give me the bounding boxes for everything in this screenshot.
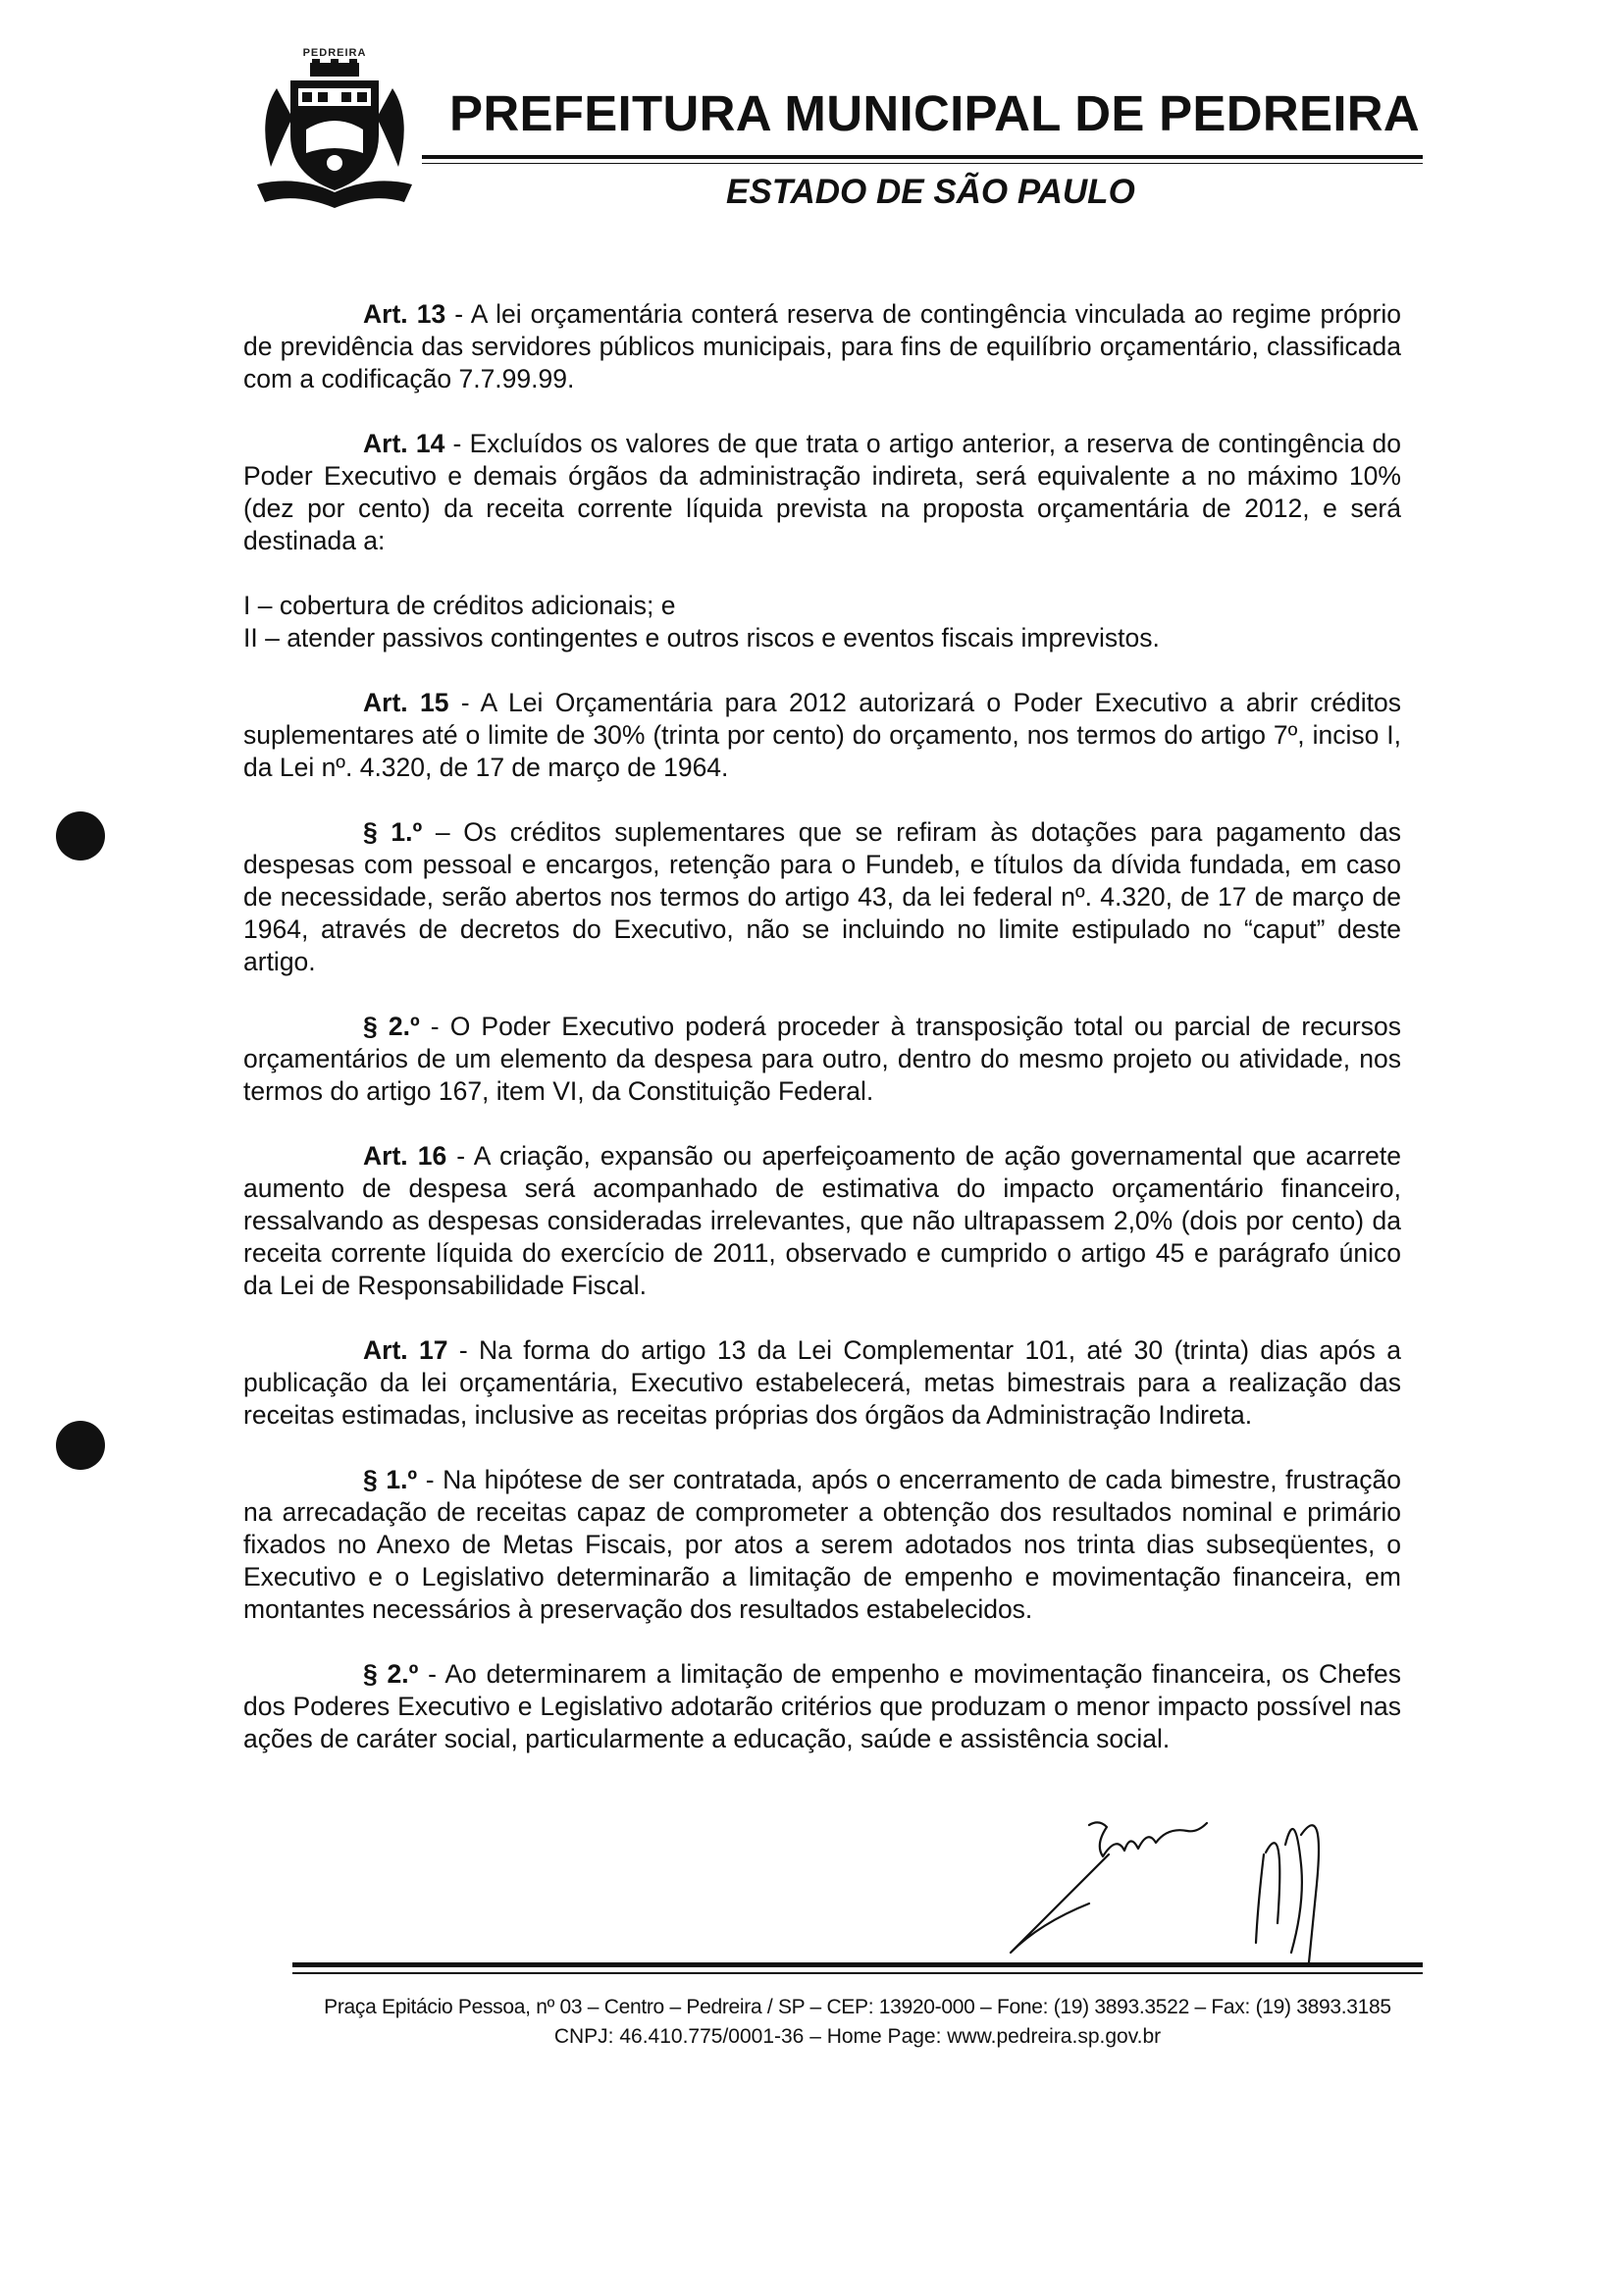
article-14 <box>243 428 1401 557</box>
article-text: - A lei orçamentária conterá reserva de contingência vinculada ao regime próprio de previdência das servidores públicos municipais, para fins de equilíbrio orçamentário, classificada com a codificação 7.7.99.99. <box>243 299 1402 393</box>
paragraph-text: - Na hipótese de ser contratada, após o encerramento de cada bimestre, frustração na arrecadação de receitas capaz de comprometer a obtenção dos resultados nominal e primário fixados no Anexo de Metas Fiscais, por atos a serem adotados nos trinta dias subseqüentes, o Executivo e o Legislativo determinarão a limitação de empenho e movimentação financeira, em montantes necessários à preservação dos resultados estabelecidos. <box>243 1465 1401 1624</box>
signature-1-icon <box>1089 1822 1207 1856</box>
paragraph-text: - O Poder Executivo poderá proceder à transposição total ou parcial de recursos orçamentários de um elemento da despesa para outro, dentro do mesmo projeto ou atividade, nos termos do artigo 167, item VI, da Constituição Federal. <box>243 1012 1401 1106</box>
article-15-paragraph-2 <box>243 1011 1401 1108</box>
page-subtitle: ESTADO DE SÃO PAULO <box>726 173 1135 211</box>
article-label: Art. 14 <box>363 429 445 458</box>
paragraph-label: § 2.º <box>363 1012 420 1041</box>
footer-cnpj: CNPJ: 46.410.775/0001-36 – Home Page: www.pedreira.sp.gov.br <box>553 2025 1162 2048</box>
article-label: Art. 16 <box>363 1141 447 1171</box>
footer-rule-thin <box>292 1972 1423 1974</box>
punch-hole-bottom <box>56 1421 105 1470</box>
article-15-paragraph-1 <box>243 816 1401 978</box>
crest-label: PEDREIRA <box>302 47 367 59</box>
article-label: Art. 17 <box>363 1335 448 1365</box>
article-label: Art. 13 <box>363 299 446 329</box>
punch-hole-top <box>56 811 105 861</box>
article-label: Art. 15 <box>363 688 449 717</box>
document-body <box>243 298 1401 1755</box>
paragraph-label: § 1.º <box>363 817 423 847</box>
header-rule-thin <box>422 163 1423 164</box>
signature-1-tail-icon <box>1011 1854 1109 1953</box>
article-text: - A criação, expansão ou aperfeiçoamento de ação governamental que acarrete aumento de despesa será acompanhado de estimativa do impacto orçamentário financeiro, ressalvando as despesas consideradas irrelevantes, que não ultrapassem 2,0% (dois por cento) da receita corrente líquida do exercício de 2011, observado e cumprido o artigo 45 e parágrafo único da Lei de Responsabilidade Fiscal. <box>243 1141 1401 1300</box>
paragraph-text: – Os créditos suplementares que se refiram às dotações para pagamento das despesas com pessoal e encargos, retenção para o Fundeb, e títulos da dívida fundada, em caso de necessidade, serão abertos nos termos do artigo 43, da lei federal nº. 4.320, de 17 de março de 1964, através de decretos do Executivo, não se incluindo no limite estipulado no “caput” deste artigo. <box>243 817 1401 976</box>
list-item: I – cobertura de créditos adicionais; e <box>243 591 676 620</box>
article-text: - A Lei Orçamentária para 2012 autorizará o Poder Executivo a abrir créditos suplementares até o limite de 30% (trinta por cento) do orçamento, nos termos do artigo 7º, inciso I, da Lei nº. 4.320, de 17 de março de 1964. <box>243 688 1401 782</box>
article-17 <box>243 1334 1401 1432</box>
signature-2-icon <box>1256 1825 1319 1962</box>
article-text: - Na forma do artigo 13 da Lei Complementar 101, até 30 (trinta) dias após a publicação da lei orçamentária, Executivo estabelecerá, metas bimestrais para a realização das receitas estimadas, inclusive as receitas próprias dos órgãos da Administração Indireta. <box>243 1335 1401 1430</box>
paragraph-label: § 1.º <box>363 1465 418 1494</box>
paragraph-label: § 2.º <box>363 1659 419 1689</box>
article-15 <box>243 687 1401 784</box>
article-text: - Excluídos os valores de que trata o artigo anterior, a reserva de contingência do Poder Executivo e demais órgãos da administração indireta, será equivalente a no máximo 10% (dez por cento) da receita corrente líquida prevista na proposta orçamentária de 2012, e será destinada a: <box>243 429 1401 555</box>
article-16 <box>243 1140 1401 1302</box>
signatures <box>1001 1805 1413 1972</box>
footer-address: Praça Epitácio Pessoa, nº 03 – Centro – Pedreira / SP – CEP: 13920-000 – Fone: (19) 3893.3522 – Fax: (19) 3893.3185 <box>324 1996 1391 2018</box>
article-14-items <box>243 590 1401 654</box>
list-item: II – atender passivos contingentes e outros riscos e eventos fiscais imprevistos. <box>243 623 1160 652</box>
article-17-paragraph-1 <box>243 1464 1401 1626</box>
coat-of-arms-icon <box>247 59 422 214</box>
header-rule <box>422 155 1423 159</box>
paragraph-text: - Ao determinarem a limitação de empenho e movimentação financeira, os Chefes dos Poderes Executivo e Legislativo adotarão critérios que produzam o menor impacto possível nas ações de caráter social, particularmente a educação, saúde e assistência social. <box>243 1659 1401 1753</box>
page-title: PREFEITURA MUNICIPAL DE PEDREIRA <box>449 85 1421 141</box>
article-13 <box>243 298 1401 395</box>
footer-rule <box>292 1962 1423 1967</box>
municipal-coat-of-arms <box>247 47 422 214</box>
article-17-paragraph-2 <box>243 1658 1401 1755</box>
